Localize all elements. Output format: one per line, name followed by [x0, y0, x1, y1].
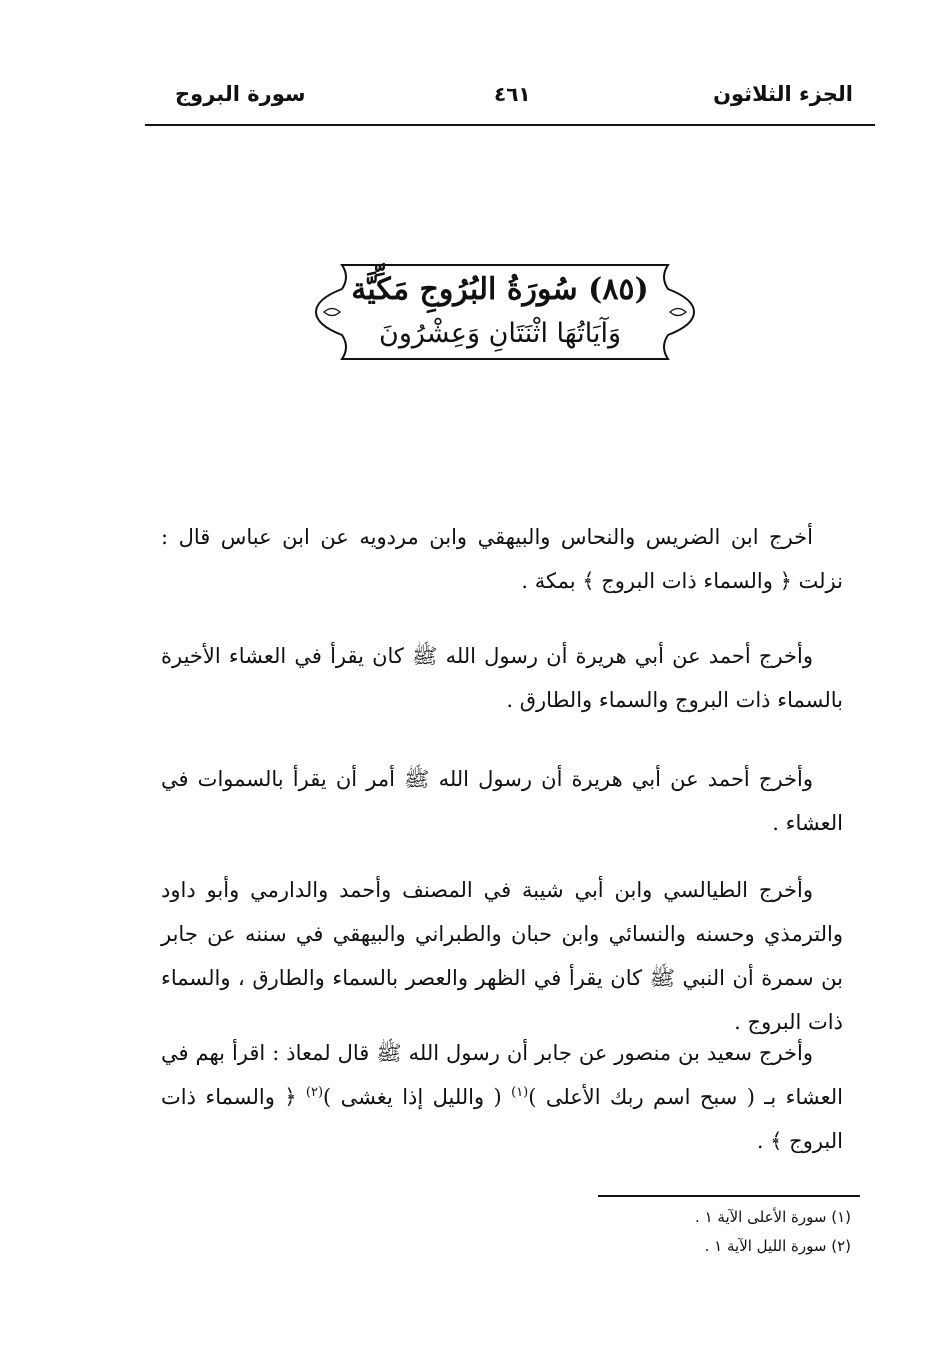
paragraph-text: وأخرج أحمد عن أبي هريرة أن رسول الله ﷺ كان يقرأ في العشاء الأخيرة بالسماء ذات البروج والسماء والطارق .	[161, 644, 843, 712]
page-number: ٤٦١	[494, 82, 531, 106]
running-header-part: الجزء الثلاثون	[713, 82, 853, 106]
paragraph-2	[161, 634, 843, 722]
footnote-1: (١) سورة الأعلى الآية ١ .	[695, 1208, 851, 1226]
paragraph-text-c: ﴿ والسماء ذات البروج ﴾ .	[161, 1085, 843, 1153]
header-rule	[145, 124, 875, 126]
paragraph-text-a: وأخرج سعيد بن منصور عن جابر أن رسول الله ﷺ قال لمعاذ : اقرأ بهم في العشاء بـ ( سبح اسم ربك الأعلى )	[161, 1041, 843, 1109]
paragraph-4	[161, 868, 843, 1044]
paragraph-text-b: ( والليل إذا يغشى )	[323, 1085, 512, 1109]
footnote-2: (٢) سورة الليل الآية ١ .	[704, 1237, 851, 1255]
surah-title: (٨٥) سُورَةُ البُرُوجِ مَكِّيَّة	[351, 272, 649, 307]
paragraph-text: وأخرج الطيالسي وابن أبي شيبة في المصنف وأحمد والدارمي وأبو داود والترمذي وحسنه والنسائي وابن حبان والطبراني والبيهقي في سننه عن جابر بن سمرة أن النبي ﷺ كان يقرأ في الظهر والعصر بالسماء والطارق ، والسماء ذات البروج .	[161, 878, 843, 1034]
paragraph-5	[161, 1031, 843, 1163]
paragraph-3	[161, 757, 843, 845]
paragraph-text: أخرج ابن الضريس والنحاس والبيهقي وابن مردويه عن ابن عباس قال : نزلت ﴿ والسماء ذات البروج ﴾ بمكة .	[161, 525, 843, 593]
footnote-ref-2[interactable]: (٢)	[305, 1085, 324, 1100]
footnote-rule	[598, 1195, 860, 1197]
paragraph-text	[161, 1031, 843, 1163]
footnote-ref-1[interactable]: (١)	[511, 1085, 529, 1100]
surah-verse-count: وَآيَاتُهَا اثْنَتَانِ وَعِشْرُونَ	[379, 318, 621, 349]
running-header-surah: سورة البروج	[175, 82, 306, 106]
paragraph-text: وأخرج أحمد عن أبي هريرة أن رسول الله ﷺ أمر أن يقرأ بالسموات في العشاء .	[161, 767, 843, 835]
paragraph-1	[161, 515, 843, 603]
